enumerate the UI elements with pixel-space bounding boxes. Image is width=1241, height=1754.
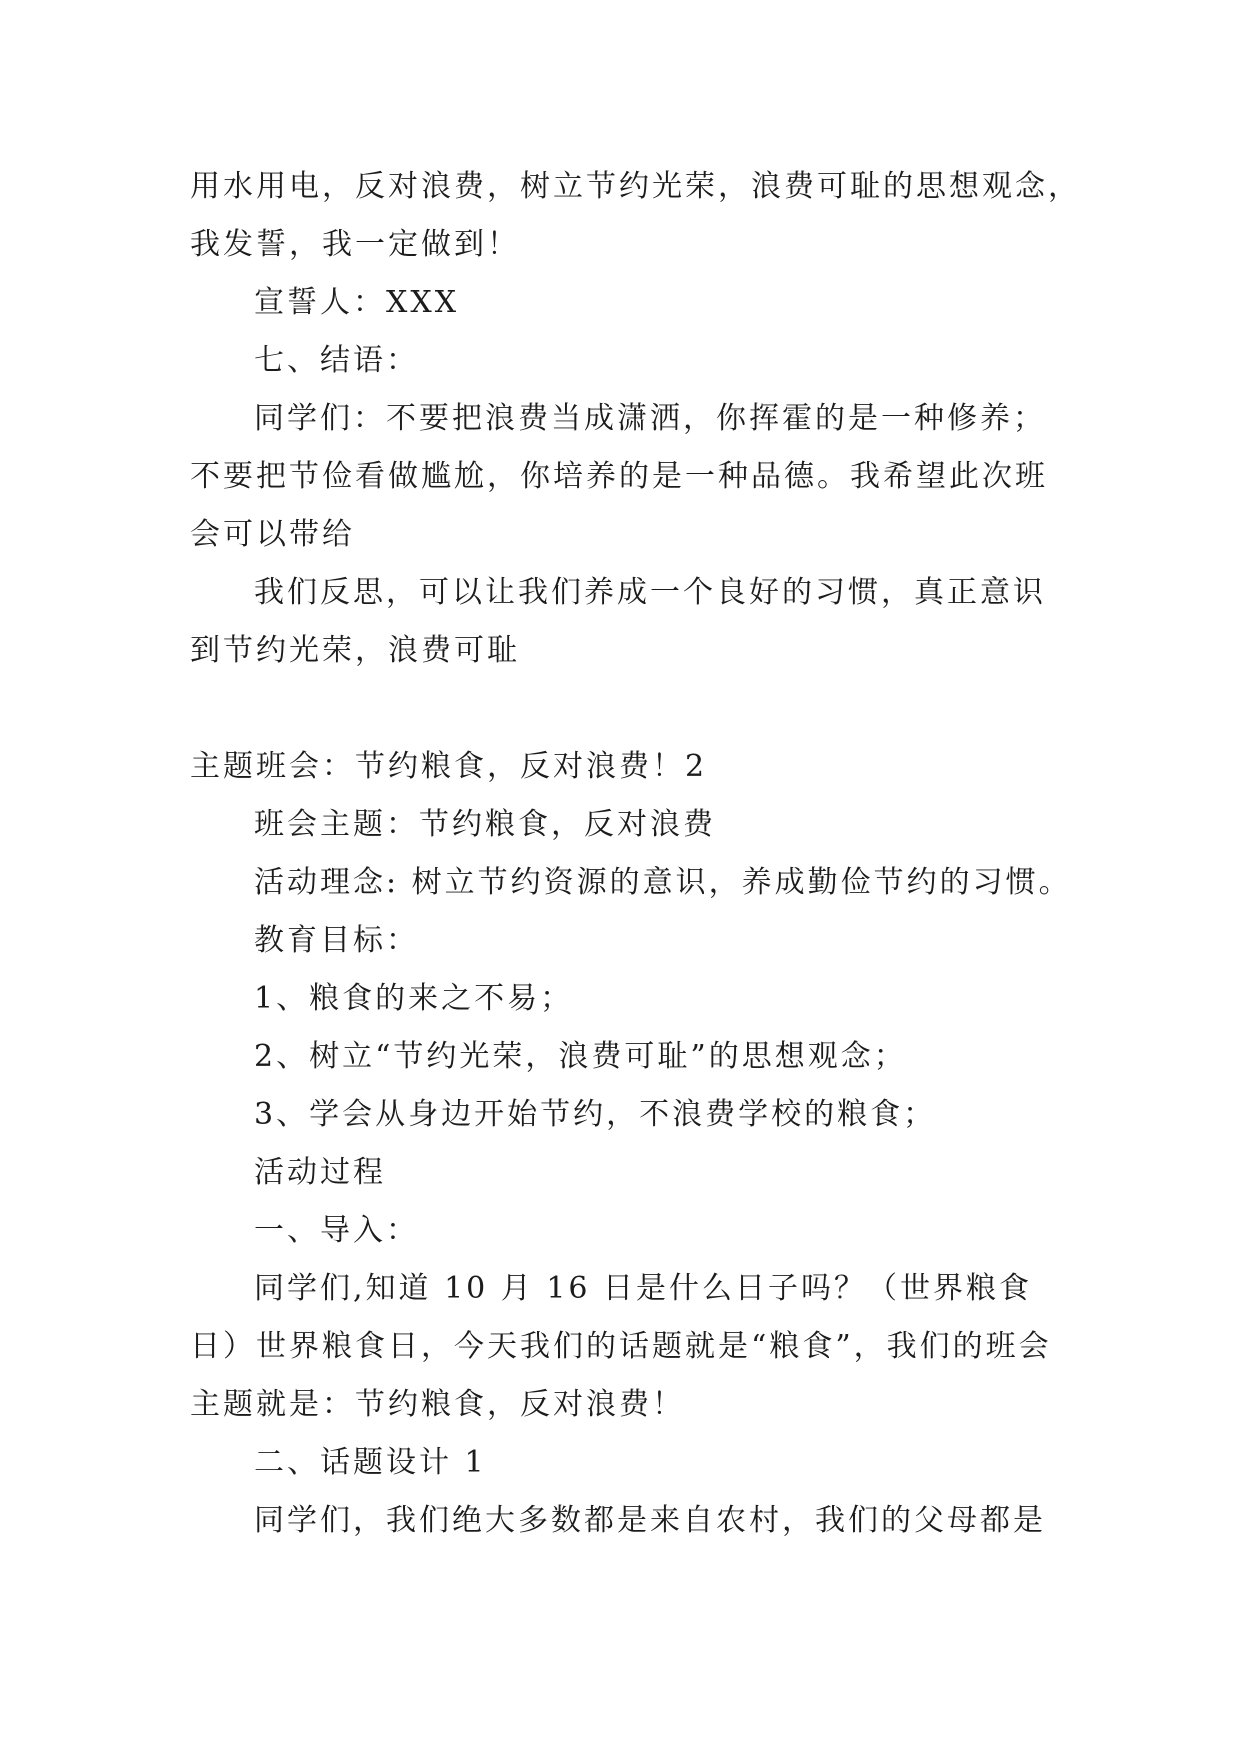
meeting-theme: 班会主题：节约粮食，反对浪费 [254,807,716,842]
section-heading: 一、导入： [254,1213,419,1248]
goal-item: 3、学会从身边开始节约，不浪费学校的粮食； [254,1097,937,1132]
document-body [190,158,1081,1550]
blank-gap [190,680,1060,738]
section-heading: 七、结语： [254,343,419,378]
goal-item: 1、粮食的来之不易； [254,981,574,1016]
goal-item: 2、树立“节约光荣，浪费可耻”的思想观念； [254,1039,907,1074]
conclusion-paragraph: 我们反思，可以让我们养成一个良好的习惯，真正意识到节约光荣，浪费可耻 [190,575,1046,668]
section-heading: 二、话题设计 1 [254,1445,487,1480]
section-heading: 教育目标： [254,923,419,958]
paragraph-line: 我发誓，我一定做到！ [190,227,520,262]
section-heading: 活动过程 [254,1155,386,1190]
activity-concept: 活动理念: 树立节约资源的意识，养成勤俭节约的习惯。 [254,865,1072,900]
conclusion-paragraph: 同学们：不要把浪费当成潇洒，你挥霍的是一种修养；不要把节俭看做尴尬，你培养的是一种品德。我希望此次班会可以带给 [190,401,1048,552]
document-title: 主题班会：节约粮食，反对浪费！2 [190,749,708,784]
oath-signature: 宣誓人：XXX [254,285,460,320]
topic-paragraph: 同学们，我们绝大多数都是来自农村，我们的父母都是 [254,1503,1046,1538]
intro-paragraph: 同学们,知道 10 月 16 日是什么日子吗？（世界粮食日）世界粮食日，今天我们的话题就是“粮食”，我们的班会主题就是：节约粮食，反对浪费！ [190,1271,1052,1422]
paragraph-line: 用水用电，反对浪费，树立节约光荣，浪费可耻的思想观念， [190,169,1081,204]
